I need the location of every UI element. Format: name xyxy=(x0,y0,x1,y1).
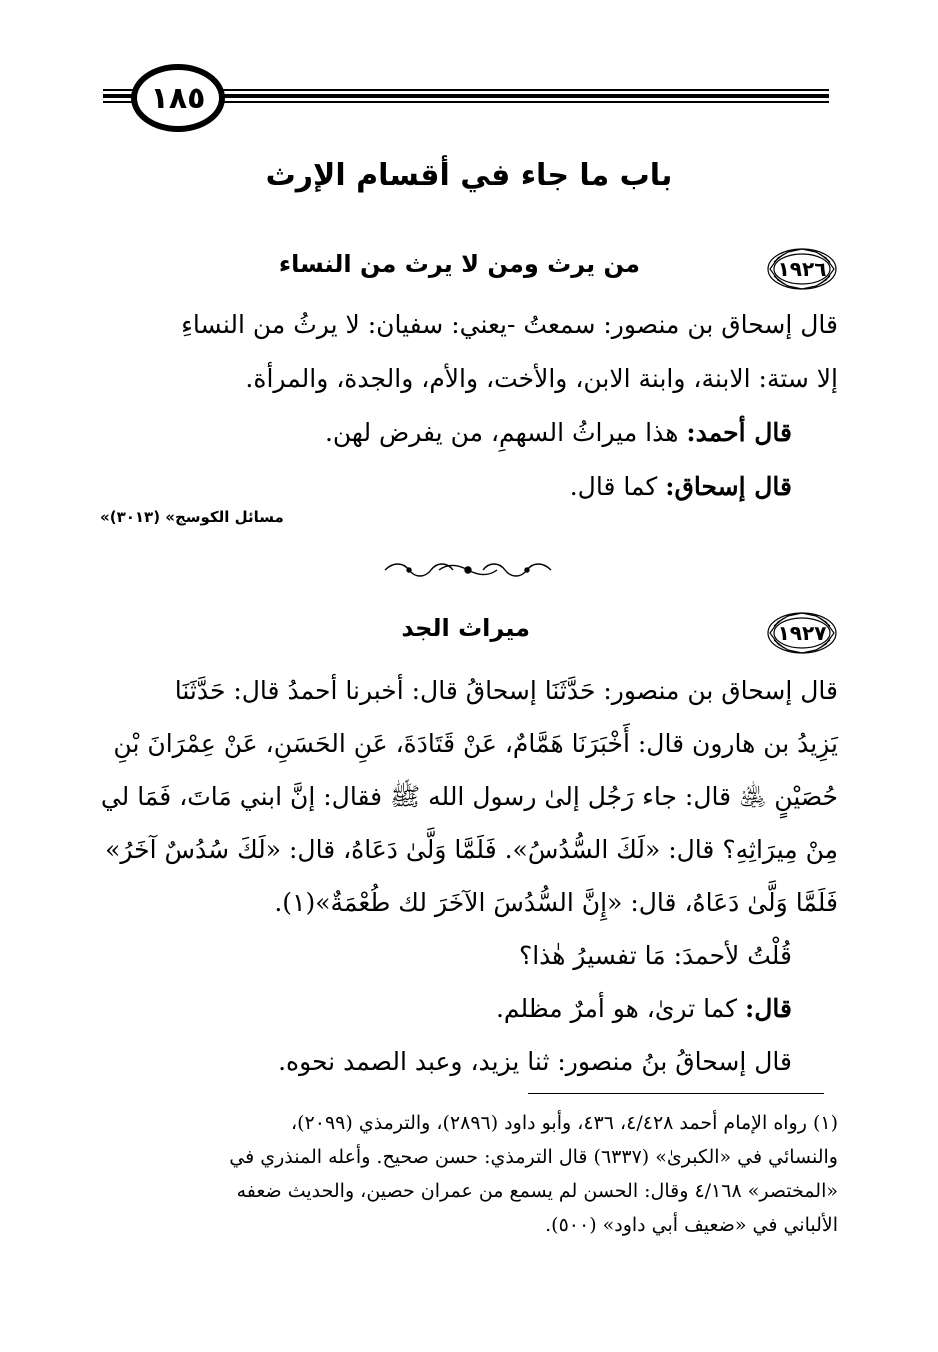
text-line: قال إسحاقُ بنُ منصور: ثنا يزيد، وعبد الصمد نحوه. xyxy=(278,1047,792,1076)
footnote-line: «المختصر» ٤/١٦٨ وقال: الحسن لم يسمع من عمران حصين، والحديث ضعفه xyxy=(236,1180,838,1202)
section-1-text xyxy=(100,298,838,514)
text-line xyxy=(100,982,838,1035)
section-title-2: ميراث الجد xyxy=(401,614,530,642)
page-number: ١٨٥ xyxy=(150,80,206,116)
ornament-divider-icon xyxy=(383,558,553,582)
speaker-label: قال أحمد: xyxy=(686,418,792,447)
text-line: مِنْ مِيرَاثِهِ؟ قال: «لَكَ السُّدُسُ». فَلَمَّا وَلَّىٰ دَعَاهُ، قال: «لَكَ سُدُسٌ آخَرُ» xyxy=(105,835,838,864)
text-line xyxy=(100,406,838,460)
source-citation: «مسائل الكوسج» (٣٠١٣) xyxy=(100,508,284,526)
footnote-line: (١) رواه الإمام أحمد ٤/٤٢٨، ٤٣٦، وأبو داود (٢٨٩٦)، والترمذي (٢٠٩٩)، xyxy=(291,1112,838,1134)
issue-number: ١٩٢٧ xyxy=(777,621,827,645)
issue-number: ١٩٢٦ xyxy=(777,257,827,281)
text-line xyxy=(100,460,838,514)
footnote-separator xyxy=(528,1093,824,1094)
text-line: إلا ستة: الابنة، وابنة الابن، والأخت، والأم، والجدة، والمرأة. xyxy=(245,364,838,393)
section-2-text xyxy=(100,664,838,1088)
text-line: حُصَيْنٍ ﵁ قال: جاء رَجُل إلىٰ رسول الله ﷺ فقال: إنَّ ابني مَاتَ، فَمَا لي xyxy=(100,782,838,811)
footnote-line: والنسائي في «الكبرىٰ» (٦٣٣٧) قال الترمذي: حسن صحيح. وأعله المنذري في xyxy=(229,1146,838,1168)
speaker-label: قال إسحاق: xyxy=(665,472,792,501)
section-title-1: من يرث ومن لا يرث من النساء xyxy=(278,250,640,278)
speaker-text: كما قال. xyxy=(569,472,666,501)
issue-number-badge-1 xyxy=(764,244,840,294)
text-line: يَزِيدُ بن هارون قال: أَخْبَرَنَا هَمَّامٌ، عَنْ قَتَادَةَ، عَنِ الحَسَنِ، عَنْ عِمْرَانَ بْنِ xyxy=(113,729,838,758)
footnotes xyxy=(100,1106,838,1242)
page-number-circle xyxy=(131,64,225,132)
text-line: فَلَمَّا وَلَّىٰ دَعَاهُ، قال: «إِنَّ السُّدُسَ الآخَرَ لك طُعْمَةٌ»(١). xyxy=(274,888,838,917)
issue-number-badge-2 xyxy=(764,608,840,658)
footnote-line: الألباني في «ضعيف أبي داود» (٥٠٠). xyxy=(545,1214,838,1236)
text-line: قال إسحاق بن منصور: حَدَّثَنَا إسحاقُ قال: أخبرنا أحمدُ قال: حَدَّثَنَا xyxy=(174,676,838,705)
speaker-text: كما ترىٰ، هو أمرٌ مظلم. xyxy=(495,994,746,1023)
text-line: قال إسحاق بن منصور: سمعتُ -يعني: سفيان: لا يرثُ من النساءِ xyxy=(181,310,838,339)
text-line: قُلْتُ لأحمدَ: مَا تفسيرُ هٰذا؟ xyxy=(518,941,792,970)
chapter-title: باب ما جاء في أقسام الإرث xyxy=(265,158,673,193)
speaker-text: هذا ميراثُ السهمِ، من يفرض لهن. xyxy=(324,418,687,447)
speaker-label: قال: xyxy=(745,994,792,1023)
